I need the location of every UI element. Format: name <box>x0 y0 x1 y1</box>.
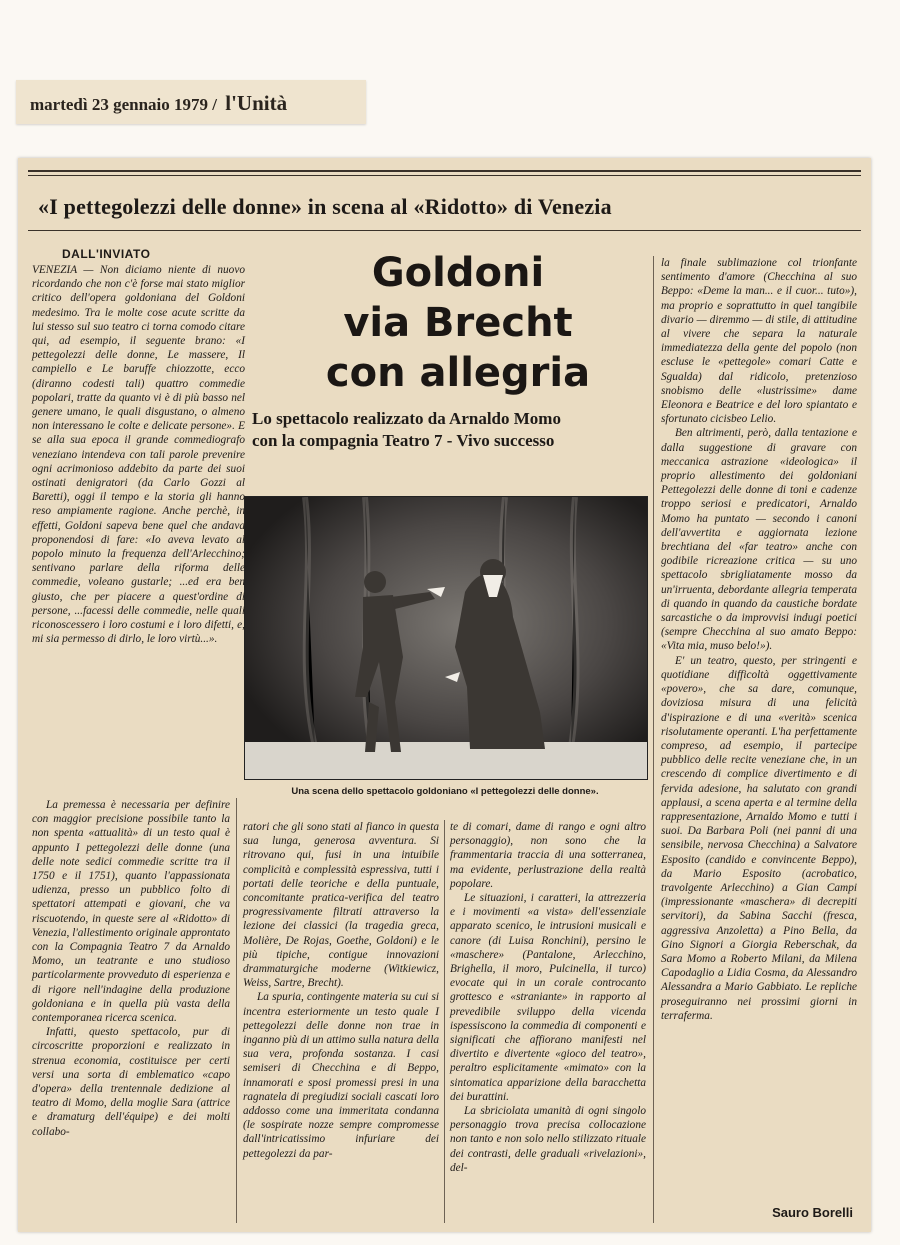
author-signature: Sauro Borelli <box>772 1205 853 1220</box>
article-paragraph: La premessa è necessaria per definire con maggior precisione possibile tanto la non spenta «attualità» di un testo qual è appunto I pettegolezzi delle donne (una delle note sedici commedie scritte tra il 1750 e il 1751), quanto l'appassionata udienza, presso un pubblico folto di spettatori attempati e giovani, che va riscuotendo, in queste sere al «Ridotto» di Venezia, l'allestimento originale approntato con la Compagnia Teatro 7 da Arnaldo Momo, un teatrante e uno studioso particolarmente provveduto di esperienza e di rigore nell'indagine della produzione goldoniana e in quella più vasta della contemporanea ricerca scenica. <box>32 799 230 1025</box>
subhead-line-2: con la compagnia Teatro 7 - Vivo successo <box>252 431 555 450</box>
article-paragraph: ratori che gli sono stati al fianco in questa sua lunga, generosa avventura. Si ritrovano qui, fusi in una intuibile complicità e complessità espressiva, tutti i portati delle teoriche e della puntuale, concomitante pratica-verifica del teatro progressivamente filtrati attraverso la lezione dei classici (la tragedia greca, Molière, De Rojas, Goethe, Goldoni) e le più tipiche, contigue innovazioni drammaturgiche moderne (Witkiewicz, Weiss, Sartre, Brecht). <box>243 821 439 990</box>
article-paragraph: Infatti, questo spettacolo, pur di circoscritte proporzioni e realizzato in strenua economia, costituisce per certi versi una sorta di emblematico «capo d'opera» della trentennale dedizione al teatro di Momo, della moglie Sara (attrice e dramaturg dell'équipe) e dei molti collabo- <box>32 1026 230 1138</box>
article-column-2 <box>243 820 439 1161</box>
byline: DALL'INVIATO <box>62 247 151 261</box>
masthead <box>30 91 287 116</box>
article-column-1-top <box>32 263 245 646</box>
article-column-3 <box>450 820 646 1175</box>
article-paragraph: la finale sublimazione col trionfante sentimento d'amore (Checchina al suo Beppo: «Deme la man... e il cuor... tuto»), ma proprio e soprattutto in quel tangibile divario — diremmo — di stile, di attitudine al vivere che separa la naturale immediatezza della gente del popolo (non escluse le «pettegole» comari Catte e Sgualda) dal ridicolo, pretenzioso snobismo delle «lustrissime» dame Eleonora e Beatrice e del loro spiantato e sfortunato cicisbeo Lelio. <box>661 257 857 426</box>
newspaper-clipping <box>18 158 871 1232</box>
main-headline <box>288 248 628 398</box>
stage-photo-image <box>245 497 647 779</box>
column-divider <box>236 798 237 1223</box>
article-paragraph: La spuria, contingente materia su cui si incentra esteriormente un testo quale I pettegolezzi delle donne non trae in inganno più di un attimo sulla natura della sua vera, profonda sostanza. I casi semiseri di Checchina e di Beppo, innamorati e sposi promessi presi in una ragnatela di pregiudizi sociali cascati loro addosso come una immeritata condanna (le sospirate nozze sempre compromesse dall'intricatissimo infuriare dei pettegolezzi da par- <box>243 991 439 1160</box>
column-divider <box>444 820 445 1223</box>
kicker-rule <box>28 230 861 231</box>
masthead-paper-name: l'Unità <box>225 91 288 115</box>
masthead-date: martedì 23 gennaio 1979 <box>30 95 209 114</box>
subheadline <box>252 408 662 452</box>
article-column-1-bottom <box>32 798 230 1139</box>
article-paragraph: La sbriciolata umanità di ogni singolo personaggio trova precisa collocazione non tanto e non solo nello stilizzato rituale dei contrasti, delle graduali «rivelazioni», del- <box>450 1105 646 1174</box>
article-paragraph: Ben altrimenti, però, dalla tentazione e dalla suggestione di gravare con meccanica astrazione «ideologica» il proprio allestimento dei goldoniani Pettegolezzi delle donne di toni e cadenze troppo seriosi e predicatori, Arnaldo Momo ha puntato — secondo i canoni dell'avvertita e aggiornata lezione brechtiana del «far teatro» anche con godibile ricreazione critica — su uno spettacolo sbrigliatamente mosso da un'irruenta, debordante allegria temperata di quando in quando da caustiche bordate sarcastiche o da improvvisi indugi poetici (sempre Checchina al suo amato Beppo: «Vita mia, muso belo!»). <box>661 427 857 653</box>
article-paragraph: te di comari, dame di rango e ogni altro personaggio), non sono che la frammentaria traccia di una sotterranea, ma evidente, perlustrazione della realtà popolare. <box>450 821 646 890</box>
headline-line-3: con allegria <box>325 350 591 396</box>
masthead-strip <box>16 80 366 124</box>
top-rule-thin <box>28 175 861 176</box>
headline-line-1: Goldoni <box>371 250 545 296</box>
masthead-separator: / <box>212 95 218 114</box>
stage-photo <box>244 496 648 780</box>
kicker-headline: «I pettegolezzi delle donne» in scena al «Ridotto» di Venezia <box>38 194 612 219</box>
headline-line-2: via Brecht <box>343 300 573 346</box>
article-paragraph: E' un teatro, questo, per stringenti e quotidiane difficoltà oggettivamente «povero», che sa dare, comunque, doviziosa misura di una felicità d'ispirazione e di una «verità» scenica risolutamente operanti. L'ha perfettamente compreso, ad esempio, il partecipe pubblico delle recite veneziane che, in un crescendo di complice divertimento e di fervida adesione, ha salutato con grandi applausi, a scena aperta e al termine della rappresentazione, Arnaldo Momo e tutti i suoi. Da Barbara Poli (nei panni di una sensibile, nervosa Checchina) a Salvatore Esposito (candido e convincente Beppo), da Mario Esposito (acrobatico, travolgente Arlecchino) a Gian Campi (impressionante «maschera» di decrepiti servitori), da Sabina Sacchi (fresca, aggressiva Anzoletta) a Pino Bella, da Gino Signori a Giorgia Reberschak, da Sara Momo a Roberto Milani, da Milena Capodaglio a Lidia Cosma, da Alessandro Alessandra a Mario Gabbiato. Le repliche proseguiranno nei prossimi giorni in terraferma. <box>661 654 857 1022</box>
article-column-4 <box>661 256 857 1023</box>
article-paragraph: VENEZIA — Non diciamo niente di nuovo ricordando che non c'è forse mai stato miglior critico dell'opera goldoniana del Goldoni medesimo. Tra le molte cose acute scritte da lui stesso sul suo teatro ci torna comodo citare qui, ad esempio, il seguente brano: «I pettegolezzi delle donne, Le massere, Il campiello e Le baruffe chiozzotte, ecco (diranno codesti tali) quattro commedie popolari, tratte da quanto vi è di più basso nel genere umano, le quali disgustano, o almeno non interessano le colte e delicate persone». E se alla sua epoca il grande commediografo veneziano intendeva con tali parole prevenire ogni acrimonioso addebito da parte dei suoi ostinati denigratori (da Carlo Gozzi al Baretti), oggi il tempo e la storia gli hanno reso ampiamente ragione. Anche perchè, in effetti, Goldoni sapeva bene quel che andava proponendosi di fare: «Io aveva levato al popolo minuto la frequenza dell'Arlecchino; sentivano parlare della riforma delle commedie, voleano gustarle; ...ed era ben giusto, che per piacere a quest'ordine di persone, ...facessi delle commedie, nelle quali riconoscessero i loro costumi e i loro difetti, e, mi sia permesso di dirlo, le loro virtù...». <box>32 264 245 646</box>
article-paragraph: Le situazioni, i caratteri, la attrezzeria e i movimenti «a vista» dell'essenziale apparato scenico, le intrusioni musicali e canore (di Luisa Ronchini), persino le «maschere» (Pantalone, Arlecchino, Brighella, il moro, Pulcinella, il turco) evocate qui in un corale controcanto grottesco e «straniante» in rapporto al prevedibile sviluppo della vicenda ispessiscono la commedia di componenti e significati che affiorano manifesti nel divertito e divertente «gioco del teatro», peraltro esplicitamente «mimato» con la sintomatica apparizione della baracchetta dei burattini. <box>450 892 646 1103</box>
column-divider <box>653 256 654 1223</box>
photo-caption: Una scena dello spettacolo goldoniano «I pettegolezzi delle donne». <box>291 786 599 797</box>
subhead-line-1: Lo spettacolo realizzato da Arnaldo Momo <box>252 409 561 428</box>
top-rule <box>28 170 861 172</box>
